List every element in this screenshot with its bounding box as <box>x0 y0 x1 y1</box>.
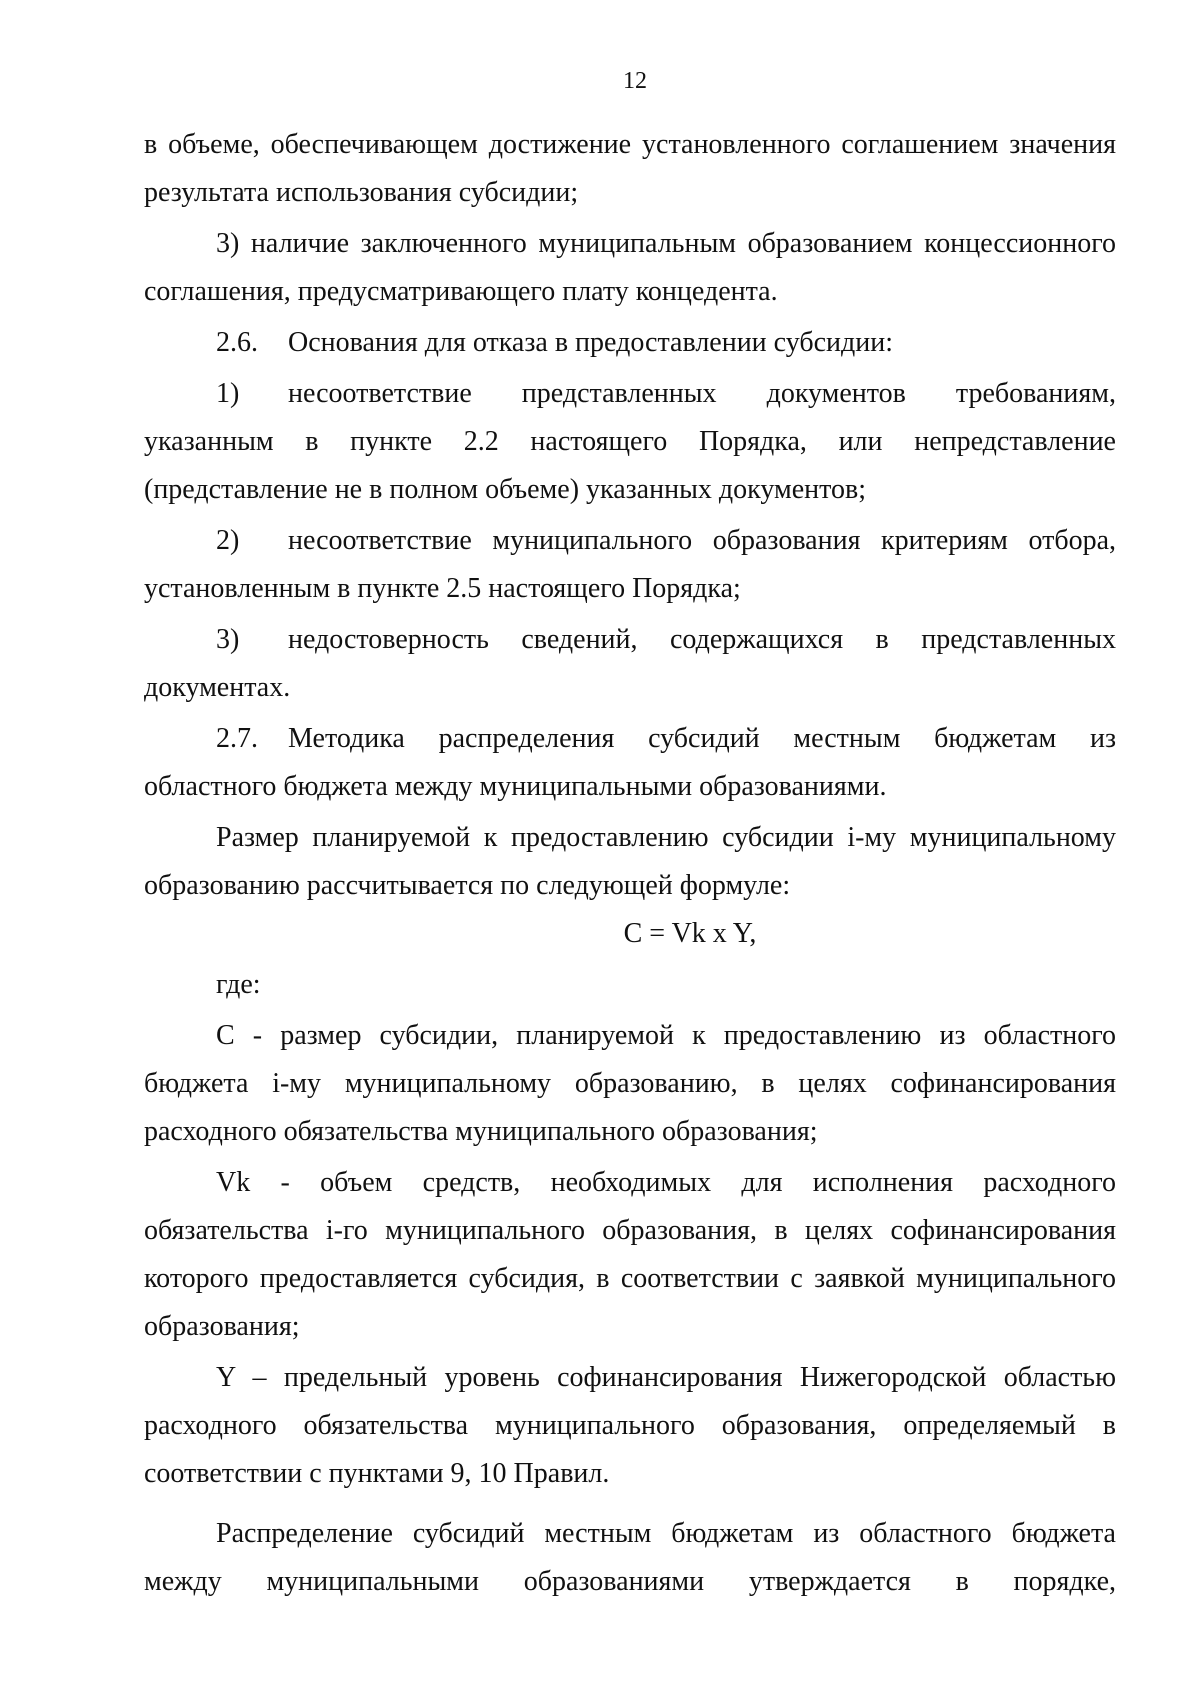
refusal-reason-1 <box>144 370 1116 514</box>
document-body <box>144 121 1116 1606</box>
section-number: 2.6. <box>216 327 258 358</box>
section-heading: Основания для отказа в предоставлении субсидии: <box>288 327 894 358</box>
list-number: 1) <box>216 378 240 409</box>
list-text: несоответствие представленных документов требованиям, указанным в пункте 2.2 настоящего Порядка, или непредставление (представление не в полном объеме) указанных документов; <box>144 378 1116 505</box>
list-text: недостоверность сведений, содержащихся в представленных документах. <box>144 624 1116 703</box>
paragraph-subsidy-size: Размер планируемой к предоставлению субсидии i-му муниципальному образованию рассчитывается по следующей формуле: <box>144 822 1116 901</box>
definition-vk: Vk - объем средств, необходимых для исполнения расходного обязательства i-го муниципального образования, в целях софинансирования которого предоставляется субсидия, в соответствии с заявкой муниципального образования; <box>144 1167 1116 1342</box>
section-2-6 <box>144 319 1116 367</box>
definition-y: Y – предельный уровень софинансирования Нижегородской областью расходного обязательства муниципального образования, определяемый в соответствии с пунктами 9, 10 Правил. <box>144 1362 1116 1489</box>
section-2-7 <box>144 715 1116 811</box>
list-number: 2) <box>216 525 240 556</box>
definition-c: C - размер субсидии, планируемой к предоставлению из областного бюджета i-му муниципальному образованию, в целях софинансирования расходного обязательства муниципального образования; <box>144 1020 1116 1147</box>
list-text: несоответствие муниципального образования критериям отбора, установленным в пункте 2.5 настоящего Порядка; <box>144 525 1116 604</box>
paragraph-distribution: Распределение субсидий местным бюджетам из областного бюджета между муниципальными образованиями утверждается в порядке, <box>144 1518 1116 1597</box>
where-label: где: <box>216 969 261 1000</box>
refusal-reason-3 <box>144 616 1116 712</box>
page-number: 12 <box>623 68 647 94</box>
formula: C = Vk x Y, <box>623 918 757 949</box>
paragraph-concession-agreement: 3) наличие заключенного муниципальным образованием концессионного соглашения, предусматривающего плату концедента. <box>144 228 1116 307</box>
section-number: 2.7. <box>216 723 258 754</box>
list-number: 3) <box>216 624 240 655</box>
paragraph-result-volume: в объеме, обеспечивающем достижение установленного соглашением значения результата использования субсидии; <box>144 129 1116 208</box>
section-heading: Методика распределения субсидий местным бюджетам из областного бюджета между муниципальными образованиями. <box>144 723 1116 802</box>
refusal-reason-2 <box>144 517 1116 613</box>
